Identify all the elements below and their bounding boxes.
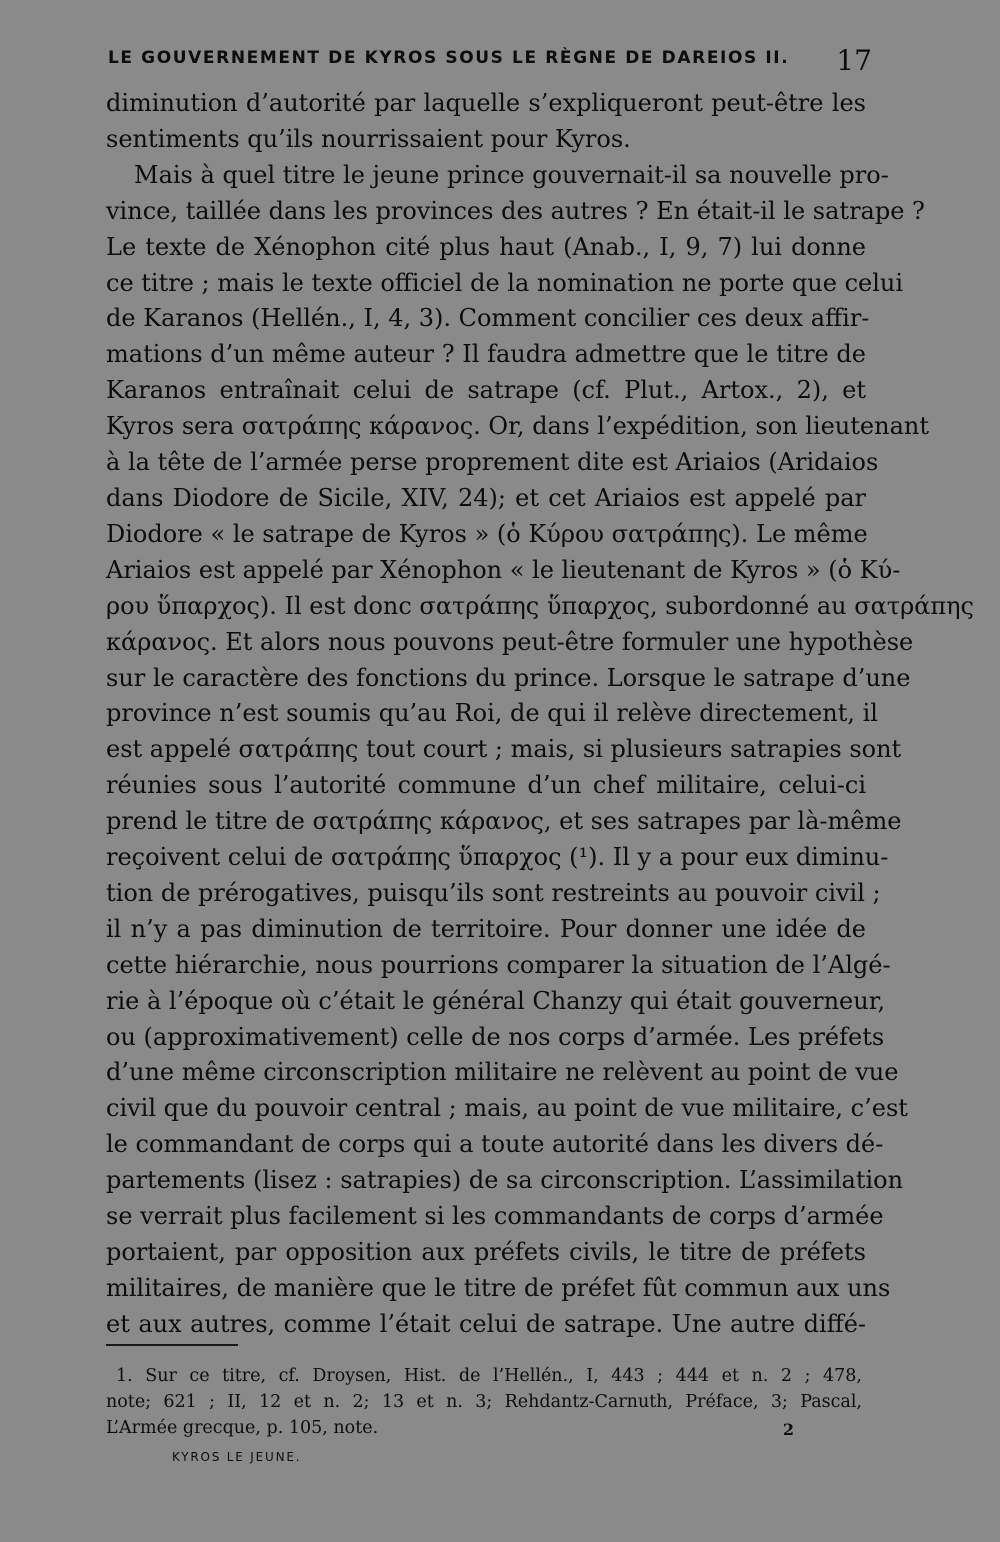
signature-mark: KYROS LE JEUNE.: [172, 1450, 302, 1464]
text-line: rie à l’époque où c’était le général Chanzy qui était gouverneur,: [106, 986, 886, 1015]
page-number: 17: [836, 44, 872, 77]
main-text: [106, 86, 974, 1343]
text-line: portaient, par opposition aux préfets civils, le titre de préfets: [106, 1238, 866, 1266]
text-line: cette hiérarchie, nous pourrions comparer la situation de l’Algé-: [106, 950, 891, 979]
text-line: mations d’un même auteur ? Il faudra admettre que le titre de: [106, 340, 866, 369]
text-line: militaires, de manière que le titre de préfet fût commun aux uns: [106, 1273, 891, 1302]
running-header: [108, 48, 872, 68]
text-line: civil que du pouvoir central ; mais, au point de vue militaire, c’est: [106, 1094, 908, 1123]
footnote-line: 1. Sur ce titre, cf. Droysen, Hist. de l’Hellén., I, 443 ; 444 et n. 2 ; 478,: [116, 1366, 862, 1386]
text-line: ou (approximativement) celle de nos corps d’armée. Les préfets: [106, 1022, 885, 1051]
text-line: sur le caractère des fonctions du prince. Lorsque le satrape d’une: [106, 663, 911, 692]
text-line: diminution d’autorité par laquelle s’expliqueront peut-être les: [106, 89, 866, 117]
footnote-line: L’Armée grecque, p. 105, note.: [106, 1418, 379, 1438]
text-line: se verrait plus facilement si les commandants de corps d’armée: [106, 1202, 884, 1231]
text-line: vince, taillée dans les provinces des autres ? En était-il le satrape ?: [106, 196, 925, 225]
footnote: [106, 1363, 862, 1441]
text-line: Kyros sera σατράπης κάρανος. Or, dans l’expédition, son lieutenant: [106, 412, 929, 441]
text-line: Karanos entraînait celui de satrape (cf. Plut., Artox., 2), et: [106, 376, 866, 405]
text-line: réunies sous l’autorité commune d’un chef militaire, celui-ci: [106, 771, 866, 800]
text-line: d’une même circonscription militaire ne relèvent au point de vue: [106, 1058, 899, 1087]
text-line: Ariaios est appelé par Xénophon « le lieutenant de Kyros » (ὁ Κύ-: [106, 555, 901, 584]
text-line: dans Diodore de Sicile, XIV, 24); et cet Ariaios est appelé par: [106, 483, 866, 512]
running-title: LE GOUVERNEMENT DE KYROS SOUS LE RÈGNE DE DAREIOS II.: [108, 48, 790, 68]
text-line: Diodore « le satrape de Kyros » (ὁ Κύρου σατράπης). Le même: [106, 519, 868, 548]
signature-number: 2: [782, 1420, 794, 1439]
text-line: ρου ὕπαρχος). Il est donc σατράπης ὕπαρχος, subordonné au σατράπης: [106, 591, 974, 620]
text-line: est appelé σατράπης tout court ; mais, si plusieurs satrapies sont: [106, 735, 902, 764]
text-line: province n’est soumis qu’au Roi, de qui il relève directement, il: [106, 699, 878, 728]
text-line: et aux autres, comme l’était celui de satrape. Une autre diffé-: [106, 1309, 866, 1338]
text-line: sentiments qu’ils nourrissaient pour Kyros.: [106, 124, 631, 153]
text-line: le commandant de corps qui a toute autorité dans les divers dé-: [106, 1130, 884, 1159]
text-line: à la tête de l’armée perse proprement dite est Ariaios (Aridaios: [106, 448, 879, 477]
footnote-rule: [106, 1344, 238, 1346]
footnote-line: note; 621 ; II, 12 et n. 2; 13 et n. 3; Rehdantz-Carnuth, Préface, 3; Pascal,: [106, 1392, 862, 1412]
text-line: Le texte de Xénophon cité plus haut (Anab., I, 9, 7) lui donne: [106, 232, 866, 261]
text-line: partements (lisez : satrapies) de sa circonscription. L’assimilation: [106, 1166, 904, 1195]
text-line: ce titre ; mais le texte officiel de la nomination ne porte que celui: [106, 268, 904, 297]
text-line: κάρανος. Et alors nous pouvons peut-être formuler une hypothèse: [106, 627, 914, 656]
text-line: il n’y a pas diminution de territoire. Pour donner une idée de: [106, 914, 866, 943]
text-line: tion de prérogatives, puisqu’ils sont restreints au pouvoir civil ;: [106, 878, 881, 907]
text-line: de Karanos (Hellén., I, 4, 3). Comment concilier ces deux affir-: [106, 304, 870, 333]
text-line: prend le titre de σατράπης κάρανος, et ses satrapes par là-même: [106, 807, 902, 836]
text-line: reçoivent celui de σατράπης ὕπαρχος (¹). Il y a pour eux diminu-: [106, 843, 889, 872]
text-line: Mais à quel titre le jeune prince gouvernait-il sa nouvelle pro-: [134, 160, 889, 189]
